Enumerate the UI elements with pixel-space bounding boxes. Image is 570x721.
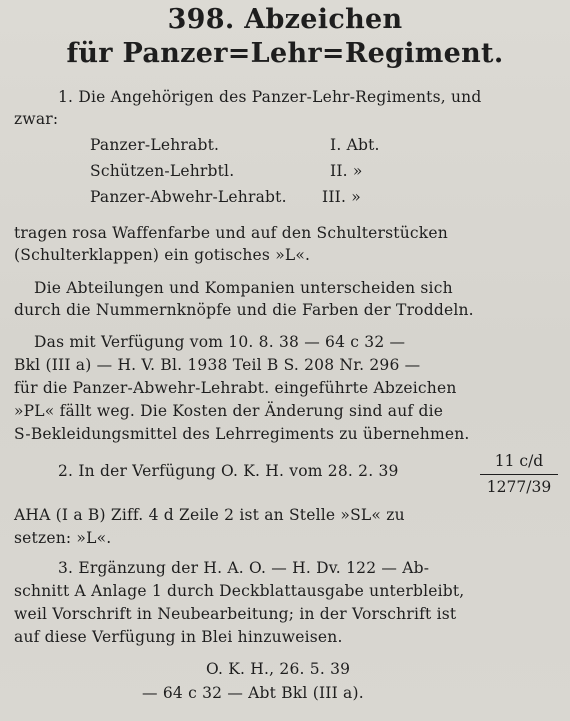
section3-line2: schnitt A Anlage 1 durch Deckblattausgabe unterbleibt,: [14, 582, 465, 600]
page-subtitle: für Panzer=Lehr=Regiment.: [66, 38, 504, 69]
section2-line1: 2. In der Verfügung O. K. H. vom 28. 2. 39: [58, 462, 399, 480]
unit-name-1: Panzer-Lehrabt.: [90, 136, 220, 154]
unit-abt-3: III. »: [322, 188, 361, 206]
section2-line3: setzen: »L«.: [14, 529, 112, 547]
vfg-line5: S-Bekleidungsmittel des Lehrregiments zu übernehmen.: [14, 425, 470, 443]
fraction-bar: [480, 474, 558, 475]
unit-name-2: Schützen-Lehrbtl.: [90, 162, 235, 180]
reference-line: — 64 c 32 — Abt Bkl (III a).: [142, 684, 364, 702]
section1-intro-line1: 1. Die Angehörigen des Panzer-Lehr-Regiments, und: [58, 88, 482, 106]
unit-abt-1: I. Abt.: [330, 136, 380, 154]
vfg-line4: »PL« fällt weg. Die Kosten der Änderung sind auf die: [14, 402, 444, 420]
vfg-line3: für die Panzer-Abwehr-Lehrabt. eingeführte Abzeichen: [14, 379, 457, 397]
wear-line1: tragen rosa Waffenfarbe und auf den Schulterstücken: [14, 224, 448, 242]
abt-line1: Die Abteilungen und Kompanien unterscheiden sich: [34, 279, 453, 297]
page-title: 398. Abzeichen: [167, 4, 403, 35]
fraction-numerator: 11 c/d: [494, 452, 544, 470]
abt-line2: durch die Nummernknöpfe und die Farben der Troddeln.: [14, 301, 474, 319]
wear-line2: (Schulterklappen) ein gotisches »L«.: [14, 246, 311, 264]
vfg-line2: Bkl (III a) — H. V. Bl. 1938 Teil B S. 208 Nr. 296 —: [14, 356, 421, 374]
section3-line1: 3. Ergänzung der H. A. O. — H. Dv. 122 — Ab-: [58, 559, 430, 577]
section1-intro-line2: zwar:: [14, 110, 59, 128]
unit-name-3: Panzer-Abwehr-Lehrabt.: [90, 188, 287, 206]
section2-line2: AHA (I a B) Ziff. 4 d Zeile 2 ist an Stelle »SL« zu: [14, 506, 405, 524]
signature-line: O. K. H., 26. 5. 39: [206, 660, 351, 678]
section3-line4: auf diese Verfügung in Blei hinzuweisen.: [14, 628, 343, 646]
vfg-line1: Das mit Verfügung vom 10. 8. 38 — 64 c 32 —: [34, 333, 406, 351]
section3-line3: weil Vorschrift in Neubearbeitung; in der Vorschrift ist: [14, 605, 457, 623]
unit-abt-2: II. »: [330, 162, 363, 180]
fraction-denominator: 1277/39: [486, 478, 552, 496]
